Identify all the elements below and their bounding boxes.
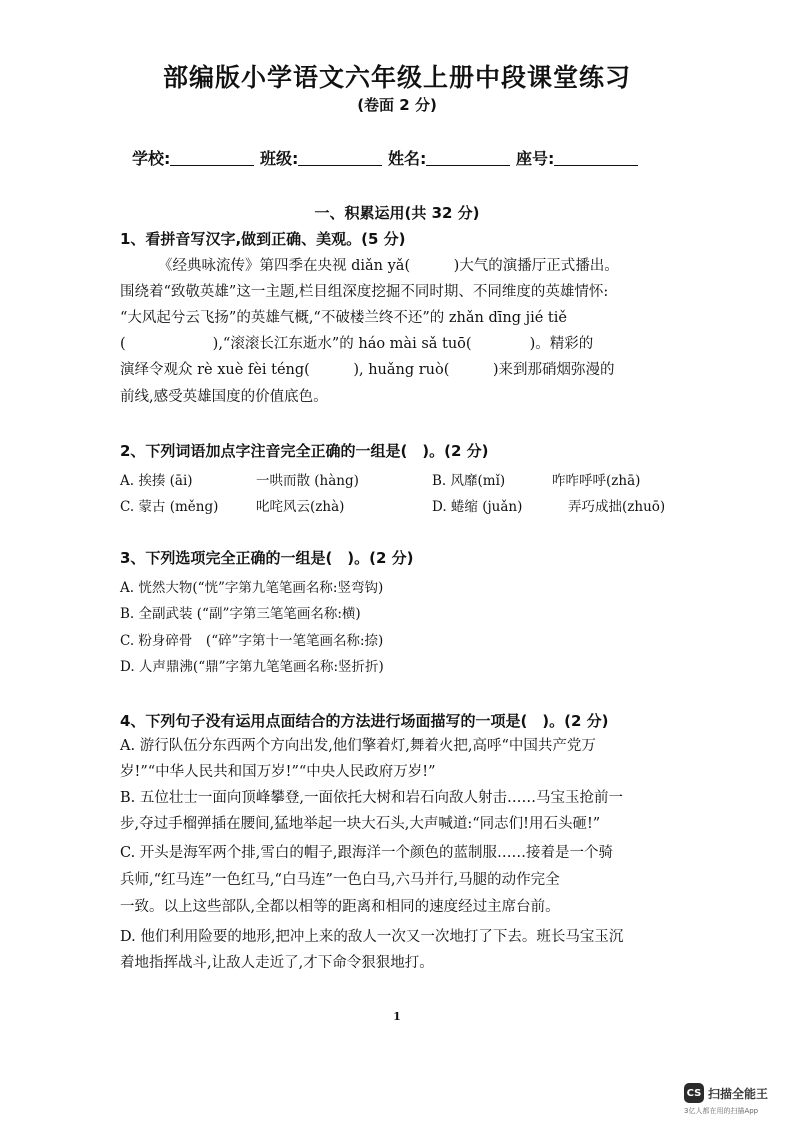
question-3-option: C. 粉身碎骨 (“碎”字第十一笔笔画名称:捺) <box>120 633 384 649</box>
question-4-line: D. 他们利用险要的地形,把冲上来的敌人一次又一次地打了下去。班长马宝玉沉 <box>120 929 624 945</box>
question-2-title: 2、下列词语加点字注音完全正确的一组是( )。(2 分) <box>120 442 489 460</box>
seat-label: 座号: <box>515 149 555 168</box>
question-4-line: 岁!”“中华人民共和国万岁!”“中央人民政府万岁!” <box>120 764 436 780</box>
question-2-option: C. 蒙古 (měng) <box>120 499 219 515</box>
camscanner-icon: CS <box>684 1083 704 1103</box>
question-4-line: C. 开头是海军两个排,雪白的帽子,跟海洋一个颜色的蓝制服……接着是一个骑 <box>120 845 614 861</box>
school-blank[interactable] <box>170 149 254 166</box>
question-4-line: B. 五位壮士一面向顶峰攀登,一面依托大树和岩石向敌人射击……马宝玉抢前一 <box>120 790 623 806</box>
question-2-option: 弄巧成拙(zhuō) <box>568 499 666 515</box>
page-number: 1 <box>393 1010 401 1023</box>
question-3-title: 3、下列选项完全正确的一组是( )。(2 分) <box>120 549 414 567</box>
question-4-line: 步,夺过手榴弹插在腰间,猛地举起一块大石头,大声喊道:“同志们!用石头砸!” <box>120 816 601 832</box>
question-3-option: A. 恍然大物(“恍”字第九笔笔画名称:竖弯钩) <box>120 580 384 596</box>
scanner-brand: 扫描全能王 <box>708 1086 769 1101</box>
question-3-option: D. 人声鼎沸(“鼎”字第九笔笔画名称:竖折折) <box>120 659 384 675</box>
question-2-option: 咋咋呼呼(zhā) <box>552 473 641 489</box>
question-1-line: 《经典咏流传》第四季在央视 diǎn yǎ( )大气的演播厅正式播出。 <box>158 258 619 274</box>
question-2-option: 一哄而散 (hàng) <box>256 473 359 489</box>
question-1-line: 演绎令观众 rè xuè fèi téng( ), huǎng ruò( )来到那硝烟弥漫的 <box>120 362 615 378</box>
question-4-title: 4、下列句子没有运用点面结合的方法进行场面描写的一项是( )。(2 分) <box>120 712 609 730</box>
class-label: 班级: <box>259 149 299 168</box>
question-3-option: B. 全副武装 (“副”字第三笔笔画名称:横) <box>120 606 361 622</box>
name-blank[interactable] <box>426 149 510 166</box>
question-1-line: 前线,感受英雄国度的价值底色。 <box>120 389 328 405</box>
question-4-line: 一致。以上这些部队,全都以相等的距离和相同的速度经过主席台前。 <box>120 899 560 915</box>
class-blank[interactable] <box>298 149 382 166</box>
scanner-tagline: 3亿人都在用的扫描App <box>684 1107 759 1115</box>
section-title: 一、积累运用(共 32 分) <box>314 204 480 222</box>
question-1-line: ( ),“滚滚长江东逝水”的 háo mài sǎ tuō( )。精彩的 <box>120 336 594 352</box>
student-info-row <box>132 146 638 169</box>
seat-blank[interactable] <box>554 149 638 166</box>
school-label: 学校: <box>132 149 171 168</box>
page-subtitle: (卷面 2 分) <box>357 96 437 114</box>
question-2-option: 叱咤风云(zhà) <box>256 499 345 515</box>
page-title: 部编版小学语文六年级上册中段课堂练习 <box>162 63 631 92</box>
question-2-option: A. 挨揍 (āi) <box>120 473 193 489</box>
question-4-line: 着地指挥战斗,让敌人走近了,才下命令狠狠地打。 <box>120 955 434 971</box>
question-2-option: D. 蜷缩 (juǎn) <box>432 499 523 515</box>
question-1-line: 围绕着“致敬英雄”这一主题,栏目组深度挖掘不同时期、不同维度的英雄情怀: <box>120 284 609 300</box>
question-1-title: 1、看拼音写汉字,做到正确、美观。(5 分) <box>120 230 406 248</box>
question-2-option: B. 风靡(mǐ) <box>432 473 506 489</box>
question-1-line: “大风起兮云飞扬”的英雄气概,“不破楼兰终不还”的 zhǎn dīng jié tiě <box>120 310 567 326</box>
name-label: 姓名: <box>387 149 427 168</box>
scanner-watermark <box>684 1082 768 1104</box>
question-4-line: 兵师,“红马连”一色红马,“白马连”一色白马,六马并行,马腿的动作完全 <box>120 872 560 888</box>
question-4-line: A. 游行队伍分东西两个方向出发,他们擎着灯,舞着火把,高呼“中国共产党万 <box>120 738 596 754</box>
